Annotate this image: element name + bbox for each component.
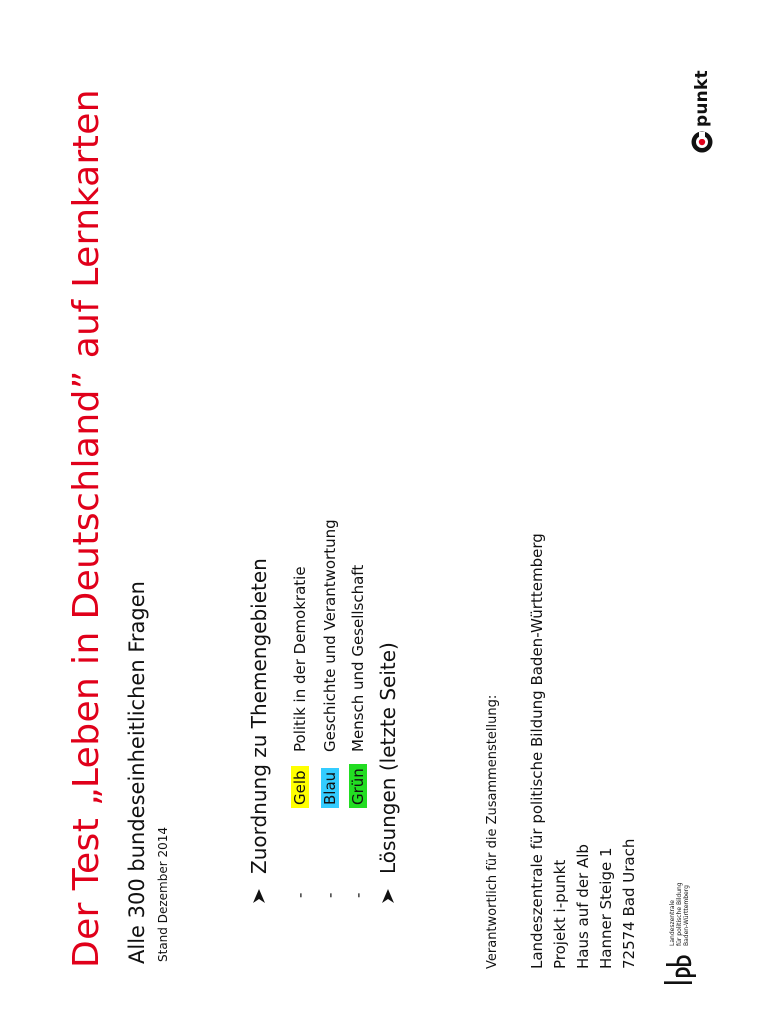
bullet-solutions	[376, 642, 400, 904]
theme-description: Politik in der Demokratie	[291, 566, 309, 752]
page-title: Der Test „Leben in Deutschland” auf Lernkarten	[66, 88, 107, 968]
theme-dash: -	[321, 892, 339, 898]
address-line: Projekt i-punkt	[551, 859, 569, 969]
footer-heading: Verantwortlich für die Zusammenstellung:	[485, 694, 500, 969]
arrow-bullet-icon	[251, 888, 267, 904]
footer-address	[526, 533, 641, 969]
address-line: 72574 Bad Urach	[620, 838, 638, 969]
theme-description: Mensch und Gesellschaft	[349, 564, 367, 752]
ipunkt-logo-icon	[690, 130, 714, 154]
theme-description: Geschichte und Verantwortung	[321, 519, 339, 752]
bullet-solutions-label: Lösungen (letzte Seite)	[376, 642, 400, 874]
ipunkt-logo	[690, 70, 714, 154]
bullet-themes-label: Zuordnung zu Themengebieten	[247, 558, 271, 874]
theme-color-label: Gelb	[291, 766, 309, 808]
date-label: Stand Dezember 2014	[156, 827, 170, 962]
theme-row-blau	[319, 519, 341, 898]
theme-row-gelb	[289, 566, 311, 898]
arrow-bullet-icon	[380, 888, 396, 904]
address-line: Haus auf der Alb	[574, 844, 592, 969]
ipunkt-logo-label: punkt	[692, 70, 712, 127]
theme-color-label: Blau	[321, 768, 339, 808]
lpb-logo-text: Landeszentrale für politische Bildung Baden-Württemberg	[669, 882, 690, 946]
address-line: Landeszentrale für politische Bildung Baden-Württemberg	[528, 533, 546, 969]
theme-row-gruen	[347, 565, 369, 898]
subtitle: Alle 300 bundeseinheitlichen Fragen	[125, 581, 149, 964]
theme-dash: -	[349, 892, 367, 898]
bullet-themes	[247, 558, 271, 904]
address-line: Hanner Steige 1	[597, 847, 615, 969]
lpb-logo	[660, 882, 698, 986]
lpb-logo-icon	[660, 952, 698, 986]
theme-dash: -	[291, 892, 309, 898]
theme-color-label: Grün	[349, 764, 367, 808]
